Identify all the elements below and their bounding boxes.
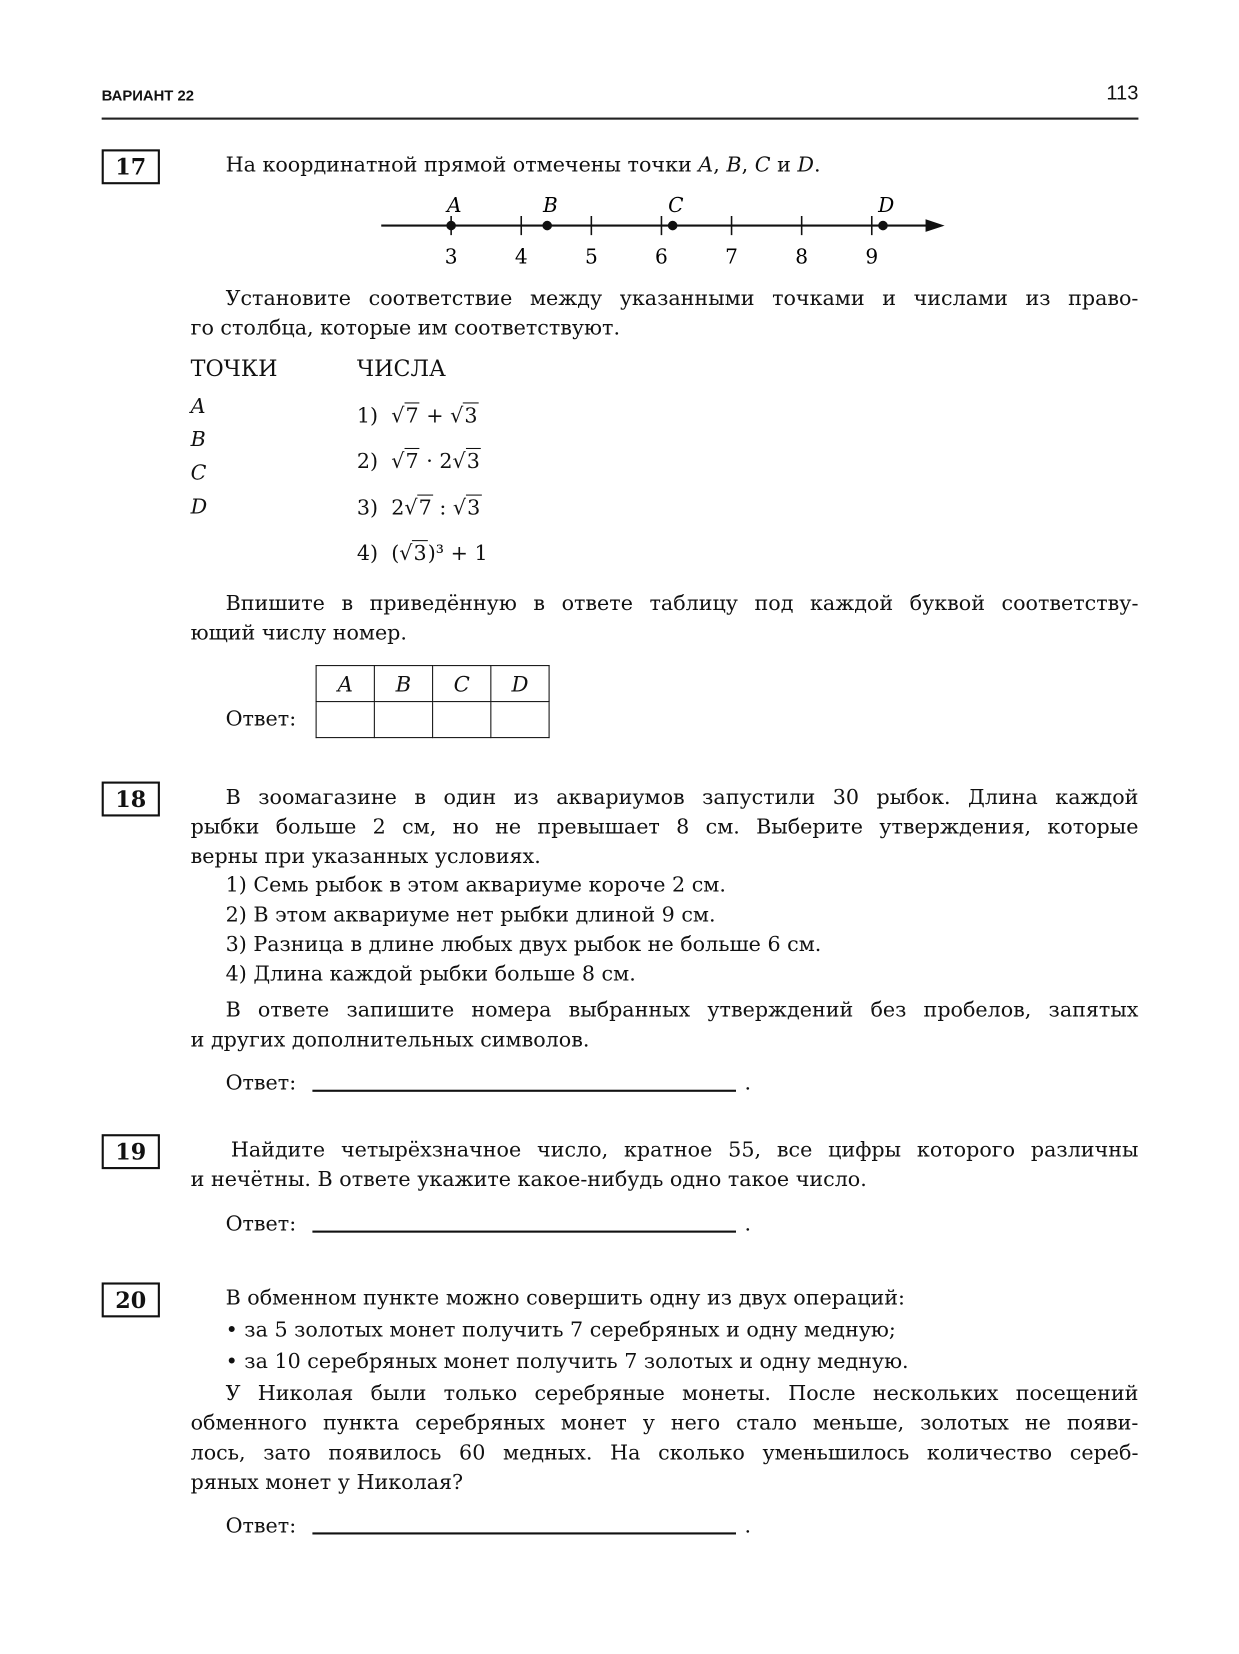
answer-period: . [744, 1211, 752, 1236]
statement-2: 2) В этом аквариуме нет рыбки длиной 9 см. [225, 902, 716, 927]
answer-label-19: Ответ: [225, 1211, 297, 1236]
option-number: 2) [356, 449, 379, 474]
statement-3: 3) Разница в длине любых двух рыбок не больше 6 см. [225, 931, 822, 957]
point-label: A [447, 192, 462, 217]
task17-instruction-line: го столбца, которые им соответствуют. [190, 315, 621, 340]
task20-text-line: ряных монет у Николая? [190, 1469, 464, 1495]
tick-label: 4 [514, 244, 528, 269]
task19-text-line: Найдите четырёхзначное число, кратное 55, все цифры которого различны [230, 1137, 1139, 1162]
option-number: 4) [356, 541, 379, 566]
variant-header: ВАРИАНТ 22 [101, 86, 194, 104]
tick-label: 6 [655, 244, 668, 269]
answer-label-17: Ответ: [225, 706, 297, 731]
point-label: D [878, 192, 895, 217]
answer-header-c: C [433, 666, 491, 702]
task-number-20: 20 [102, 1282, 160, 1317]
statement-4: 4) Длина каждой рыбки больше 8 см. [225, 961, 636, 986]
task20-text-line: В обменном пункте можно совершить одну из двух операций: [225, 1285, 905, 1310]
answer-header-a: A [316, 666, 374, 702]
answer-field-20[interactable] [312, 1532, 736, 1534]
point-label-c: C [190, 460, 207, 486]
option-expression: 2√7 : √3 [391, 495, 481, 520]
column-header-numbers: ЧИСЛА [356, 355, 446, 382]
option-1 [357, 401, 479, 431]
task20-bullet: • за 5 золотых монет получить 7 серебряных и одну медную; [225, 1317, 896, 1342]
task19-text-line: и нечётны. В ответе укажите какое-нибудь одно такое число. [190, 1167, 867, 1192]
answer-label-20: Ответ: [225, 1513, 297, 1538]
arrow-head-icon [926, 219, 945, 232]
point-label: B [542, 192, 558, 217]
statement-1: 1) Семь рыбок в этом аквариуме короче 2 см. [225, 872, 726, 897]
answer-cell-a[interactable] [316, 702, 374, 738]
point-b [542, 221, 552, 231]
task17-answer-instruction-line: Впишите в приведённую в ответе таблицу под каждой буквой соответству- [225, 590, 1139, 616]
option-expression: √7 + √3 [391, 403, 478, 428]
task20-text-line: У Николая были только серебряные монеты. После нескольких посещений [225, 1380, 1139, 1406]
page-number: 113 [1106, 82, 1139, 105]
task18-text-line: верны при указанных условиях. [190, 844, 541, 869]
point-label: C [668, 192, 684, 217]
answer-field-18[interactable] [312, 1090, 736, 1092]
answer-label-18: Ответ: [225, 1070, 297, 1096]
header-rule [102, 118, 1139, 120]
task17-instruction-line: Установите соответствие между указанными точками и числами из право- [225, 285, 1139, 311]
column-header-points: ТОЧКИ [190, 355, 278, 382]
option-number: 1) [356, 403, 379, 428]
option-3 [357, 493, 481, 523]
task-number-19: 19 [102, 1134, 160, 1169]
task-number-18: 18 [102, 782, 160, 817]
task20-text-line: лось, зато появилось 60 медных. На сколько уменьшилось количество сереб- [190, 1440, 1139, 1465]
answer-cell-c[interactable] [433, 702, 491, 738]
task18-text-line: рыбки больше 2 см, но не превышает 8 см. Выберите утверждения, которые [190, 814, 1139, 839]
tick-label: 3 [444, 244, 458, 269]
task20-text-line: обменного пункта серебряных монет у него стало меньше, золотых не появи- [190, 1410, 1139, 1435]
task18-instruction-line: и других дополнительных символов. [190, 1027, 590, 1052]
answer-period: . [744, 1070, 752, 1096]
task-number-17: 17 [102, 149, 160, 184]
answer-header-d: D [491, 666, 549, 702]
point-label-b: B [190, 426, 206, 452]
tick-label: 9 [865, 244, 879, 269]
option-expression: √7 · 2√3 [391, 449, 480, 474]
option-number: 3) [356, 495, 379, 520]
answer-period: . [744, 1513, 752, 1538]
point-c [668, 221, 678, 231]
point-d [878, 221, 888, 231]
task17-answer-instruction-line: ющий числу номер. [190, 620, 407, 645]
tick-label: 8 [795, 244, 809, 269]
task17-intro: На координатной прямой отмечены точки A, B, C и D. [225, 152, 821, 177]
option-4 [357, 539, 488, 569]
answer-header-b: B [374, 666, 432, 702]
answer-table-17 [316, 665, 550, 738]
point-a [446, 221, 456, 231]
task18-text-line: В зоомагазине в один из аквариумов запустили 30 рыбок. Длина каждой [225, 784, 1139, 810]
task20-bullet: • за 10 серебряных монет получить 7 золотых и одну медную. [225, 1349, 909, 1374]
task18-instruction-line: В ответе запишите номера выбранных утверждений без пробелов, запятых [225, 997, 1139, 1022]
option-expression: (√3)³ + 1 [391, 541, 488, 566]
tick-label: 7 [725, 244, 738, 269]
answer-cell-b[interactable] [374, 702, 432, 738]
point-label-d: D [190, 494, 208, 519]
option-2 [357, 447, 481, 477]
answer-cell-d[interactable] [491, 702, 549, 738]
answer-field-19[interactable] [312, 1231, 736, 1233]
point-label-a: A [190, 393, 206, 419]
tick-label: 5 [584, 244, 598, 269]
number-line [0, 180, 1239, 275]
